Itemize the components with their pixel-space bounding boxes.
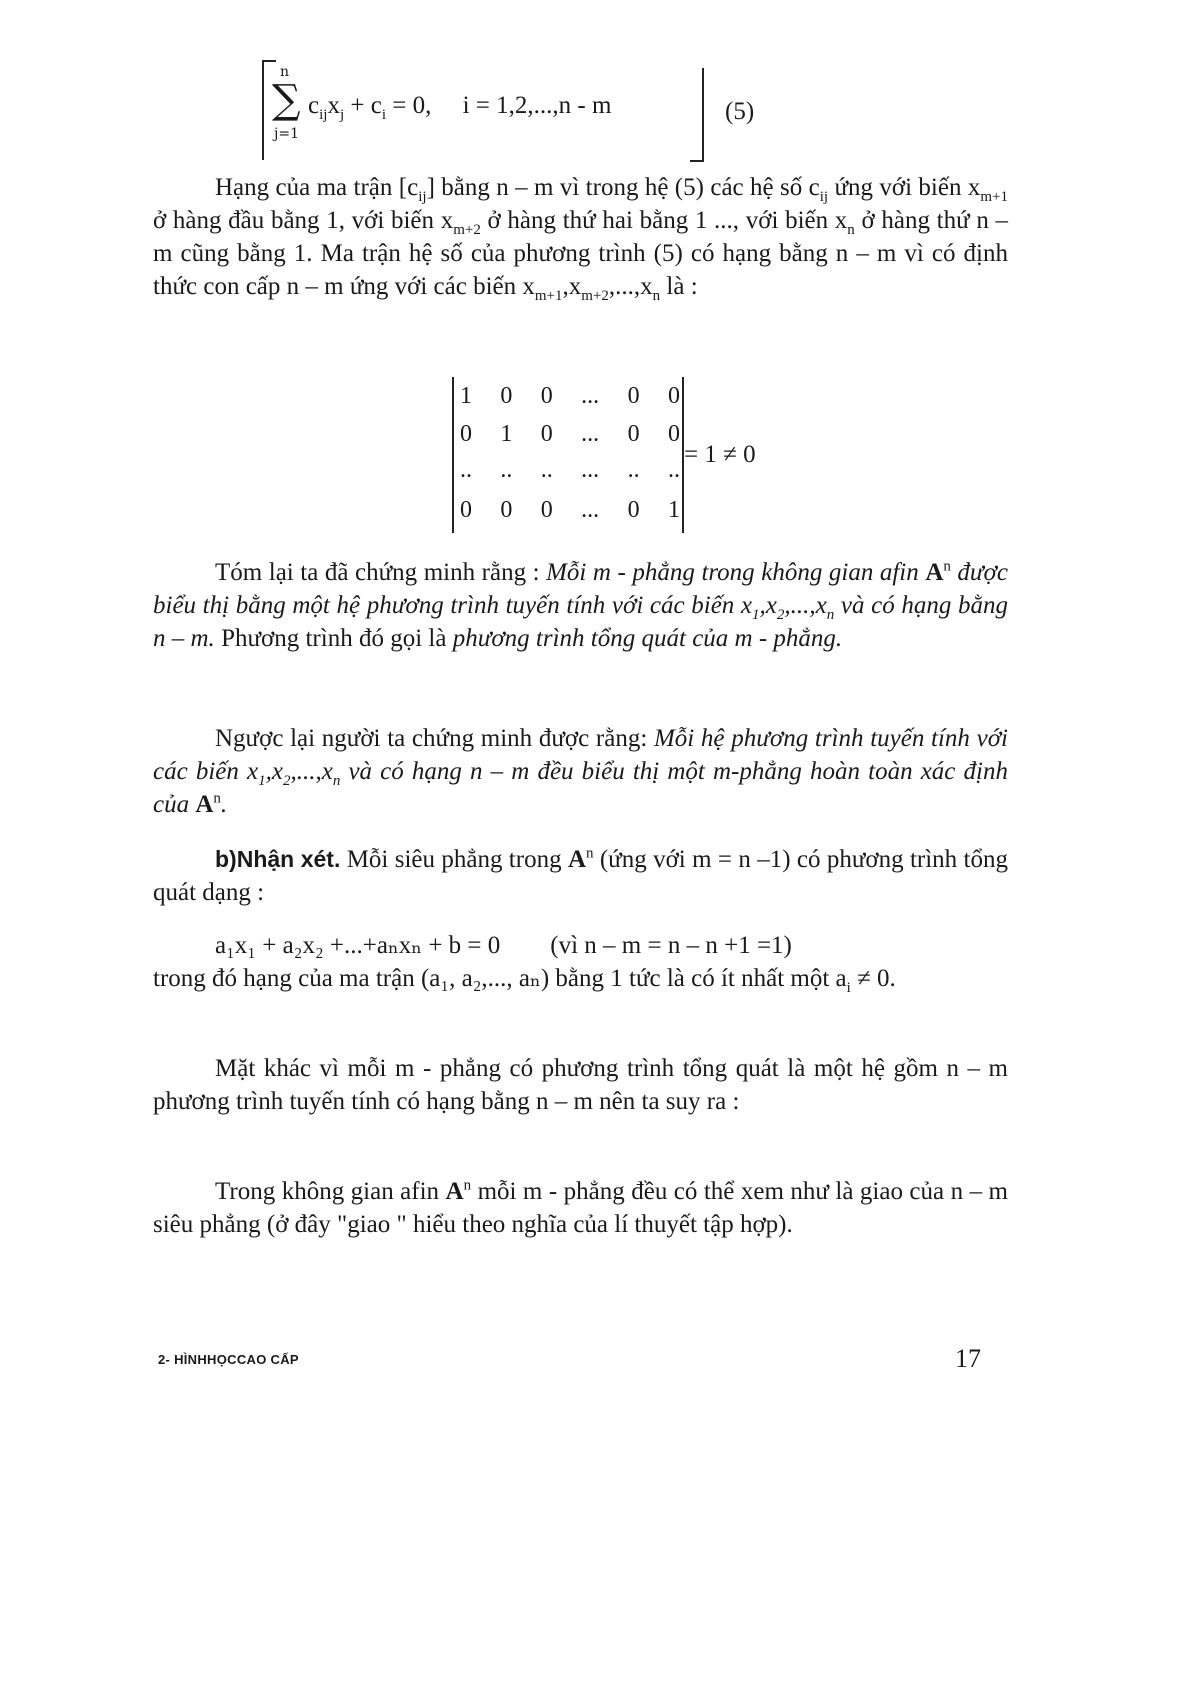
- hyperplane-condition: (vì n – m = n – n +1 =1): [550, 932, 792, 959]
- paragraph-converse: Ngược lại người ta chứng minh được rằng: Mỗi hệ phương trình tuyến tính với các biến $x_1,x_2,...,x_n$ và có hạng n – m đều biểu thị một m-phẳng hoàn toàn xác định của $A^n$.: [153, 725, 1008, 818]
- equation-body: $c_{ij}x_j + c_i = 0$, i = 1,2,...,n - m: [308, 92, 612, 123]
- paragraph-intersection: Trong không gian afin $A^n$ mỗi m - phẳng đều có thể xem như là giao của n – m siêu phẳng (ở đây "giao " hiểu theo nghĩa của lí thuyết tập hợp).: [153, 1177, 1008, 1238]
- matrix-row: 0 0 0 ... 0 1: [460, 497, 680, 523]
- paragraph-remark: b)Nhận xét. Mỗi siêu phẳng trong $A^n$ (ứng với m = n –1) có phương trình tổng quát dạng :: [153, 845, 1008, 906]
- determinant-value: = 1 ≠ 0: [684, 441, 756, 468]
- footer-chapter: 2- HÌNHHỌCCAO CẤP: [158, 1352, 299, 1367]
- paragraph-hyperplane-rank: trong đó hạng của ma trận (a₁, a₂,..., aₙ) bằng 1 tức là có ít nhất một $a_i \ne 0$.: [153, 965, 896, 996]
- matrix-row: .. .. .. ... .. ..: [460, 457, 680, 483]
- hyperplane-equation-line: [215, 929, 1008, 962]
- equation-number: (5): [725, 98, 755, 125]
- equation-bracket-right: [690, 68, 704, 162]
- page-number: 17: [955, 1344, 981, 1373]
- sum-upper-limit: n: [280, 64, 290, 80]
- paragraph-rank: Hạng của ma trận $[c_{ij}]$ bằng n – m vì trong hệ (5) các hệ số $c_{ij}$ ứng với biến $x_{m+1}$ ở hàng đầu bằng 1, với biến $x_{m+2}$ ở hàng thứ hai bằng 1 ..., với biến $x_n$ ở hàng thứ n – m cũng bằng 1. Ma trận hệ số của phương trình (5) có hạng bằng n – m vì có định thức con cấp n – m ứng với các biến $x_{m+1},x_{m+2},...,x_n$ là :: [153, 174, 1008, 304]
- equation-5: [262, 58, 706, 160]
- determinant-matrix: [452, 377, 684, 533]
- sum-lower-limit: j=1: [274, 126, 299, 142]
- remark-heading: b)Nhận xét.: [215, 846, 341, 872]
- paragraph-m-plane: Mặt khác vì mỗi m - phẳng có phương trình tổng quát là một hệ gồm n – m phương trình tuyến tính có hạng bằng n – m nên ta suy ra :: [153, 1055, 1008, 1115]
- hyperplane-equation: a₁x₁ + a₂x₂ +...+aₙxₙ + b = 0: [215, 932, 501, 959]
- matrix-row: 0 1 0 ... 0 0: [460, 421, 680, 447]
- paragraph-summary: Tóm lại ta đã chứng minh rằng : Mỗi m - phẳng trong không gian afin $A^n$ được biểu thị bằng một hệ phương trình tuyến tính với các biến $x_1,x_2,...,x_n$ và có hạng bằng n – m. Phương trình đó gọi là phương trình tổng quát của m - phẳng.: [153, 558, 1008, 652]
- sigma-symbol: ∑: [272, 77, 301, 123]
- matrix-row: 1 0 0 ... 0 0: [460, 383, 680, 409]
